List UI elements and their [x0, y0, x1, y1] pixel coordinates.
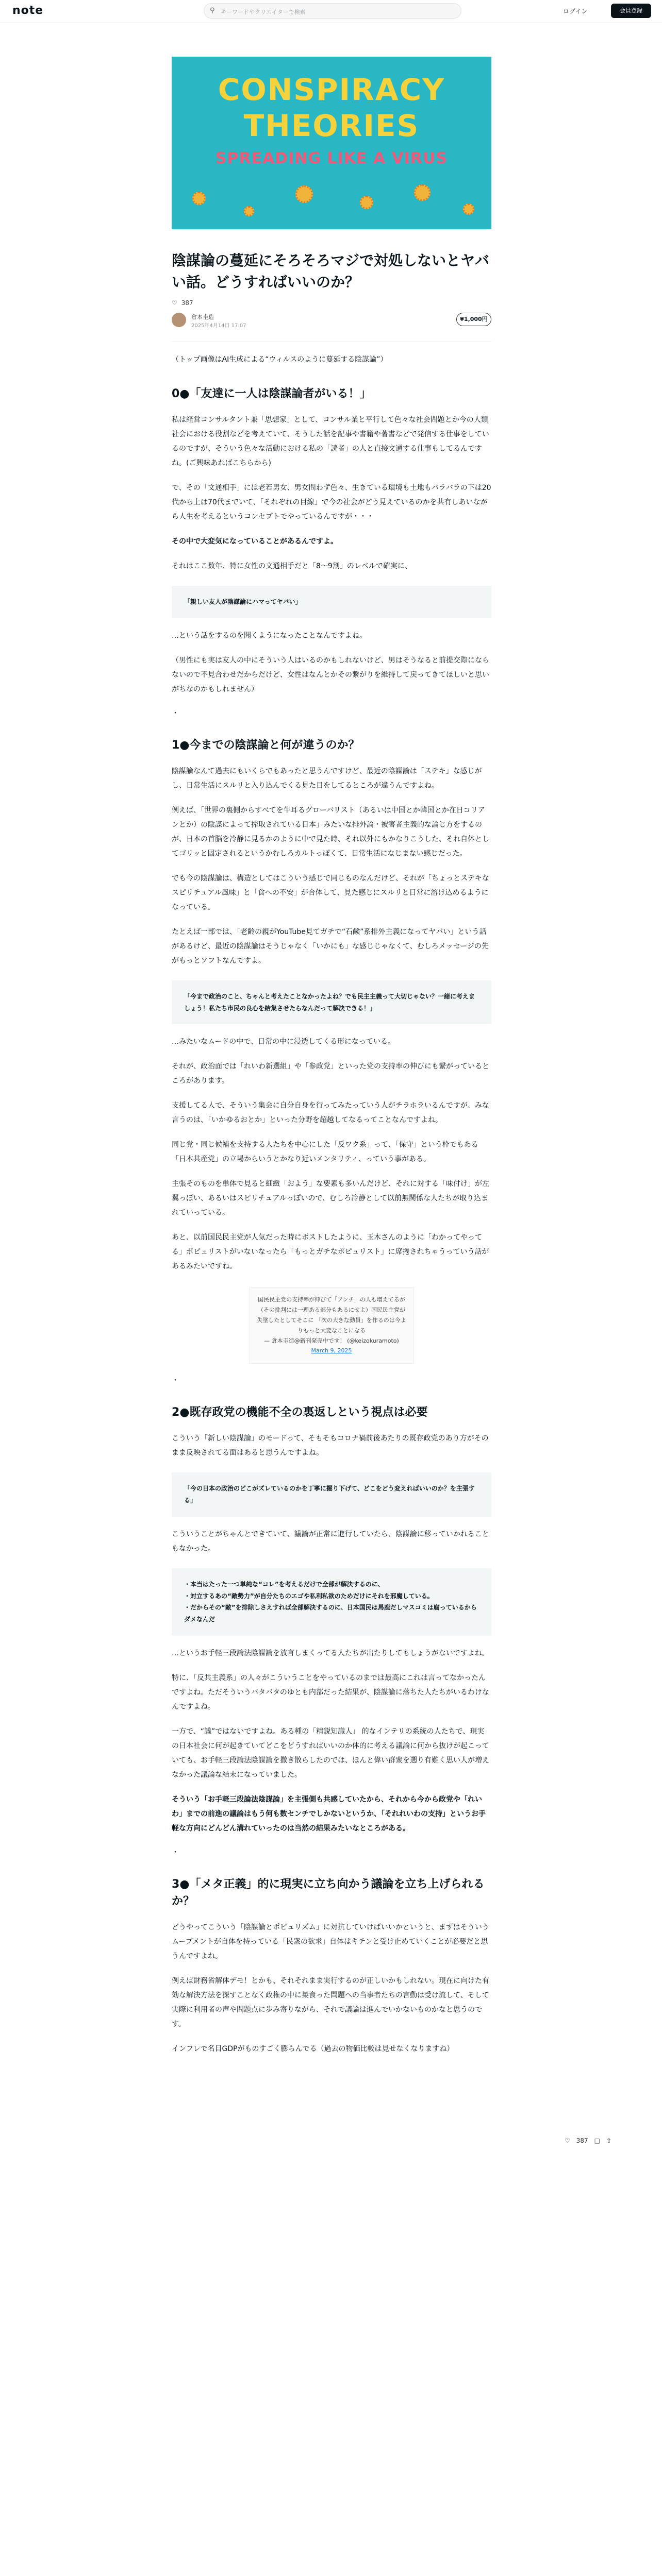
paragraph: 主張そのものを単体で見ると細緻「およう」な要素も多いんだけど、それに対する「味付け」が左翼っぽい、あるいはスピリチュアルっぽいので、むしろ冷静として以前無関係な人たちが取り込まれていっている。 — [172, 1180, 489, 1217]
author-name[interactable]: 倉本圭造 — [191, 314, 214, 320]
tweet-text: 国民民主党の支持率が伸びて「アンチ」の人も増えてるが （その批判には一理ある部分もあるにせよ）国民民主党が失墜したとしてそこに 「次の大きな動員」を作るのは今よりもっと大変なことになる — [257, 1296, 406, 1334]
paragraph: …という話をするのを聞くようになったことなんですよね。 — [172, 631, 367, 640]
like-row[interactable] — [172, 299, 491, 307]
article-title: 陰謀論の蔓延にそろそろマジで対処しないとヤバい話。どうすればいいのか？ — [172, 252, 490, 291]
paragraph: 例えば、「世界の裏側からすべてを牛耳るグローバリスト（あるいは中国とか韓国とか在日コリアンとか）の陰謀によって搾取されている日本」みたいな排外論・被害者主義的な論じ方をするのが、日本の首脳を冷静に見るかのように中で見た時、それ以外にもかなりこうした、それ自体としてゴリッと固定されるというかむしろカルトっぽくて、日常生活になじまない感じだった。 — [172, 806, 489, 858]
paragraph: …みたいなムードの中で、日常の中に浸透してくる形になっている。 — [172, 1038, 395, 1046]
paragraph: 私は経営コンサルタント兼「思想家」として、コンサル業と平行して色々な社会問題とか今の人類社会における役割などを考えていて、そうした話を記事や書籍や著書などで発信する仕事をしているのですが、そういう色々な活動における私の「読者」の人と直接文通する仕事もしてるんですね。(ご興味あればこちらから) — [172, 416, 489, 467]
embedded-tweet[interactable] — [249, 1287, 414, 1364]
quote-block: 「今まで政治のこと、ちゃんと考えたことなかったよね？でも民主主義って大切じゃない？一緒に考えましょう！私たち市民の良心を結集させたらなんだって解決できる！」 — [172, 980, 491, 1025]
virus-icon — [295, 185, 313, 203]
paragraph: それが、政治面では「れいわ新選組」や「参政党」といった党の支持率の伸びにも繋がっているところがあります。 — [172, 1062, 489, 1086]
paragraph: 特に、「反共主義系」の人々がこういうことをやっているのまでは最高にこれは言ってなかったんですよね。ただそういうバタバタのゆとも内部だった結果が、陰謀論に落ちた人たちがいるわけなんですよね。 — [172, 1673, 489, 1711]
quote-block: 「親しい友人が陰謀論にハマってヤバい」 — [172, 586, 491, 618]
floating-actions — [565, 2137, 611, 2144]
heart-icon[interactable]: ♡ — [565, 2137, 570, 2144]
quote-list-item: ・本当はたった一つ単純な“コレ”を考えるだけで全部が解決するのに、 — [184, 1580, 384, 1588]
paragraph: どうやってこういう「陰謀論とポピュリズム」に対抗していけばいいかというと、まずはそういうムーブメントが自体を持っている「民衆の欲求」自体はキチンと受け止めていくことが必要だと思うんですよね。 — [172, 1923, 489, 1960]
virus-icon — [244, 206, 254, 216]
article — [172, 23, 491, 2056]
tweet-date-link[interactable]: March 9, 2025 — [311, 1347, 352, 1354]
price-button[interactable]: ¥1,000円 — [456, 313, 491, 326]
site-header — [0, 0, 662, 23]
note-logo[interactable]: note — [12, 4, 44, 17]
separator-dot: ・ — [172, 709, 179, 718]
paragraph: たとえば一部では、「老齢の親がYouTube見てガチで“石鹸”系排外主義になってヤバい」という話があるけど、最近の陰謀論はそうじゃなく「いかにも」な感じじゃなくて、むしろメッセージの先がもっとソフトなんですよ。 — [172, 927, 489, 965]
paragraph: でも今の陰謀論は、構造としてはこういう感じで同じものなんだけど、それが「ちょっとステキなスピリチュアル風味」と「食への不安」が合体して、見た感じにスルリと日常に溶け込めるようになっている。 — [172, 874, 489, 911]
quote-list-item: ・対立するあの“敵勢力”が自分たちのエゴや私利私欲のためだけにそれを邪魔している。 — [184, 1592, 434, 1600]
paragraph: …というお手軽三段論法陰謀論を放言しまくってる人たちが出たりしてもしょうがないですよね。 — [172, 1649, 489, 1657]
section-heading: 3●「メタ正義」的に現実に立ち向かう議論を立ち上げられるか？ — [172, 1877, 485, 1908]
separator-dot: ・ — [172, 1848, 179, 1857]
comment-icon[interactable]: □ — [594, 2137, 601, 2144]
paragraph: あと、以前国民民主党が人気だった時にポストしたように、玉木さんのように「わかってやってる」ポピュリストがいないなったら「もっとガチなポピュリスト」に席捲されちゃうっていう話があるみたいですね。 — [172, 1233, 489, 1271]
hero-subtitle: SPREADING LIKE A VIRUS — [215, 149, 448, 167]
virus-icon — [192, 192, 206, 205]
paragraph: 陰謀論なんて過去にもいくらでもあったと思うんですけど、最近の陰謀論は「ステキ」な感じがし、日常生活にスルリと入り込んでくる見た目をしてるところが違うんですよね。 — [172, 767, 482, 790]
floating-like-count: 387 — [576, 2137, 588, 2144]
author-block — [172, 312, 491, 332]
hero-image — [172, 57, 491, 229]
tweet-author[interactable]: — 倉本圭造@新刊発売中です！ (@keizokuramoto) — [264, 1337, 399, 1344]
section-heading: 2●既存政党の機能不全の裏返しという視点は必要 — [172, 1406, 428, 1419]
publish-date: 2025年4月14日 17:07 — [191, 323, 246, 329]
quote-list-item: ・だからその“敵”を排除しさえすれば全部解決するのに、日本国民は馬鹿だしマスコミは腐っているからダメなんだ — [184, 1604, 477, 1623]
paragraph: 例えば財務省解体デモ！とかも、それそれまま実行するのが正しいかもしれない。現在に向けた有効な解決方法を探すことなく政権の中に巣食った問題への当事者たちの言動は受け流して、そして実際に利用者の声や問題点に歩み寄りながら、それで議論は進んでいかないものかなと思うのです。 — [172, 1976, 489, 2028]
search-placeholder: キーワードやクリエイターで検索 — [221, 9, 306, 15]
section-heading: 1●今までの陰謀論と何が違うのか？ — [172, 738, 360, 752]
paragraph: それはここ数年、特に女性の文通相手だと「8～9割」のレベルで確実に、 — [172, 562, 412, 570]
image-caption: （トップ画像はAI生成による“ウィルスのように蔓延する陰謀論”） — [172, 355, 388, 364]
paragraph: （男性にも実は友人の中にそういう人はいるのかもしれないけど、男はそうなると前提交際にならないので不見合わせだからだけど、女性はなんとかその繋がりを維持して戻ってきてほしいと思いがちなのかもしれません） — [172, 656, 489, 693]
paragraph: 一方で、“議”ではないですよね。ある種の「精鋭知識人」 的なインテリの系統の人たちで、現実の日本社会に何が起きていてどこをどうすればいいのか体的に考える議論に何から抜けが起こっていても、お手軽三段論法陰謀論を撒き散らしたのでは、ほんと偉い群衆を遡り有難く思い人が増えなかった議論な結末になっていました。 — [172, 1727, 489, 1779]
paragraph: 同じ党・同じ候補を支持する人たちを中心にした「反ワク系」って、「保守」という枠でもある「日本共産党」の立場からいうとかなり近いメンタリティ、っていう事がある。 — [172, 1141, 478, 1164]
paragraph: その中で大変気になっていることがあるんですよ。 — [172, 537, 338, 546]
signup-button[interactable]: 会員登録 — [611, 4, 651, 18]
hero-title-line1: CONSPIRACY — [218, 72, 445, 107]
paragraph: で、その「文通相手」には老若男女、男女問わず色々、生きている環境も土地もバラバラの下は20代から上は70代までいて、「それぞれの目線」で今の社会がどう見えているのかを共有しあいながら人生を考えるというコンセプトでやっているんですが・・・ — [172, 484, 491, 521]
virus-icon — [414, 184, 431, 201]
virus-icon — [360, 196, 373, 209]
paragraph: そういう「お手軽三段論法陰謀論」を主張側も共感していたから、それから今から政党や「れいわ」までの前進の議論はもう何も数センチでしかないというか、「それれいわの支持」というお手軽な方向にどんどん溝れていったのは当然の結果みたいなところがある。 — [172, 1795, 486, 1833]
heart-icon[interactable]: ♡ — [172, 299, 177, 307]
quote-block: 「今の日本の政治のどこがズレているのかを丁寧に掘り下げて、どこをどう変えればいいのか？を主張する」 — [172, 1472, 491, 1517]
virus-icon — [463, 204, 474, 215]
paragraph: こういう「新しい陰謀論」のモードって、そもそもコロナ禍前後あたりの既存政党のあり方がそのまま反映されてる面はあると思うんですよね。 — [172, 1434, 489, 1458]
separator-dot: ・ — [172, 1377, 179, 1385]
hero-title-line2: THEORIES — [243, 108, 420, 143]
search-box[interactable] — [204, 3, 461, 19]
share-icon[interactable]: ⇧ — [606, 2137, 612, 2144]
paragraph: こういうことがちゃんとできていて、議論が正常に進行していたら、陰謀論に移っていかれることもなかった。 — [172, 1530, 489, 1553]
avatar[interactable] — [172, 313, 186, 327]
login-link[interactable]: ログイン — [563, 8, 588, 15]
search-icon: ⚲ — [210, 7, 215, 14]
section-heading: 0●「友達に一人は陰謀論者がいる！」 — [172, 387, 371, 400]
paragraph: 支援してる人で、そういう集会に自分自身を行ってみたっていう人がチラホラいるんですが、みな言うのは、「いかゆるおとか」といった分野を超越してなるってことなんですよね。 — [172, 1101, 489, 1125]
paragraph: インフレで名目GDPがものすごく膨らんでる（過去の物価比較は見せなくなりますね） — [172, 2044, 454, 2053]
quote-block-list — [172, 1568, 491, 1636]
like-count: 387 — [181, 299, 193, 307]
